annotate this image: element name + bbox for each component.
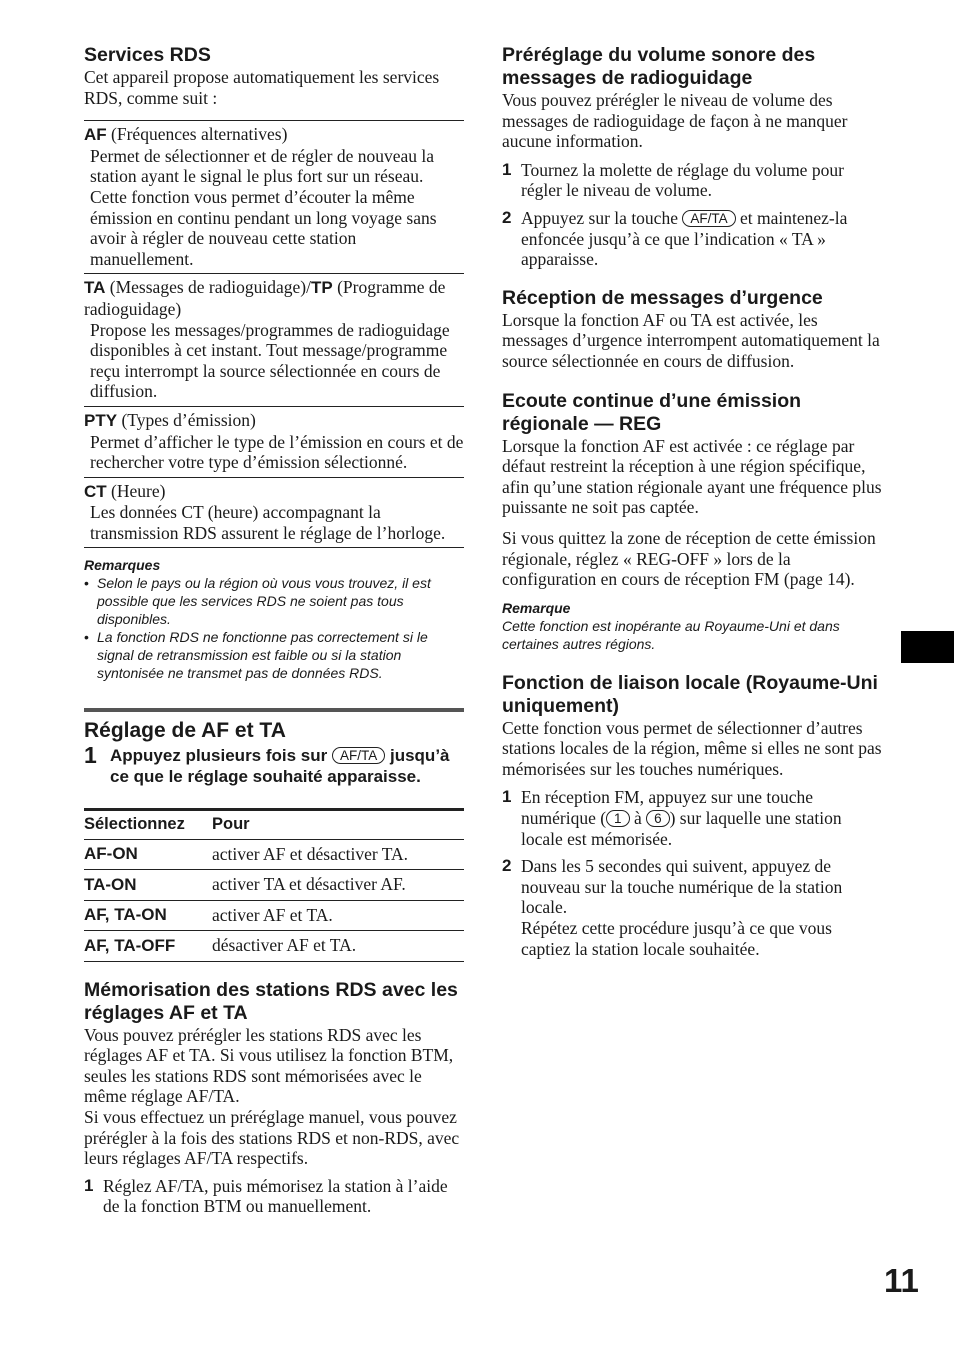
memorisation-heading: Mémorisation des stations RDS avec les réglages AF et TA [84, 978, 458, 1024]
def-ta-tp: TA (Messages de radioguidage)/TP (Programme de radioguidage) Propose les messages/programmes de radioguidage disponibles à cet instant. Tout message/programme reçu interrompt la source sélectionnée en cours de diffusion. [84, 273, 464, 406]
volume-step-2: 2 Appuyez sur la touche AF/TA et maintenez-la enfoncée jusqu’à ce que l’indication « TA » apparaisse. [502, 207, 848, 270]
number-6-button-label: 6 [646, 810, 670, 827]
term-tp: TP [310, 278, 333, 298]
desc-pty: Permet d’afficher le type de l’émission en cours et de rechercher votre type d’émission sélectionné. [90, 431, 464, 473]
reg-note-title: Remarque [502, 599, 571, 616]
reg-p2: Si vous quittez la zone de réception de cette émission régionale, réglez « REG-OFF » lors de la configuration en cours de réception FM (page 14). [502, 527, 876, 590]
services-rds-heading: Services RDS [84, 44, 211, 66]
volume-step-1: 1 Tournez la molette de réglage du volume pour régler le niveau de volume. [502, 159, 844, 201]
note-item: • Selon le pays ou la région où vous vous trouvez, il est possible que les services RDS ne soient pas tous disponibles. [84, 574, 464, 628]
reglage-heading: Réglage de AF et TA [84, 719, 286, 743]
table-header: Pour [212, 809, 464, 839]
reg-p1: Lorsque la fonction AF est activée : ce réglage par défaut restreint la réception à une région spécifique, afin qu’une station régionale ayant une fréquence plus puissante ne soit pas captée. [502, 435, 882, 518]
af-ta-button-label: AF/TA [682, 210, 735, 227]
def-pty: PTY (Types d’émission) Permet d’afficher le type de l’émission en cours et de rechercher votre type d’émission sélectionné. [84, 406, 464, 477]
memorisation-step: 1 Réglez AF/TA, puis mémorisez la station à l’aide de la fonction BTM ou manuellement. [84, 1175, 448, 1217]
memorisation-p1: Vous pouvez prérégler les stations RDS avec les réglages AF et TA. Si vous utilisez la fonction BTM, seules les stations RDS sont mémorisées avec le même réglage AF/TA. [84, 1024, 454, 1107]
left-column [84, 44, 464, 1217]
section-divider [84, 708, 464, 712]
term-pty: PTY [84, 410, 118, 430]
memorisation-p2: Si vous effectuez un préréglage manuel, vous pouvez prérégler à la fois des stations RDS et non-RDS, avec leurs réglages AF/TA respectifs. [84, 1107, 460, 1169]
desc-af: Permet de sélectionner et de régler de nouveau la station ayant le signal le plus fort sur un réseau. Cette fonction vous permet d’écouter la même émission en continu pendant un long voyage sans avoir à régler de nouveau cette station manuellement. [90, 145, 437, 269]
table-row: AF, TA-OFF désactiver AF et TA. [84, 931, 464, 962]
desc-ct: Les données CT (heure) accompagnant la transmission RDS assurent le réglage de l’horloge. [90, 502, 446, 543]
step-number: 1 [84, 742, 97, 769]
term-ta: TA [84, 278, 106, 298]
def-af: AF (Fréquences alternatives) Permet de sélectionner et de régler de nouveau la station ayant le signal le plus fort sur un réseau. Cette fonction vous permet d’écouter la même émission en continu pendant un long voyage sans avoir à régler de nouveau cette station manuellement. [84, 120, 464, 273]
reglage-step: 1 Appuyez plusieurs fois sur AF/TA jusqu’à ce que le réglage souhaité apparaisse. [84, 742, 450, 787]
table-row: AF-ON activer AF et désactiver TA. [84, 839, 464, 870]
table-row: AF, TA-ON activer AF et TA. [84, 900, 464, 931]
term-af: AF [84, 125, 107, 145]
settings-table [84, 808, 464, 962]
liaison-step-2: 2 Dans les 5 secondes qui suivent, appuyez de nouveau sur la touche numérique de la station locale. Répétez cette procédure jusqu’à ce que vous captiez la station locale souhaitée. [502, 856, 843, 959]
page-number: 11 [884, 1262, 919, 1299]
term-ct: CT [84, 481, 107, 501]
def-ct: CT (Heure) Les données CT (heure) accompagnant la transmission RDS assurent le réglage de l’horloge. [84, 477, 464, 549]
table-header: Sélectionnez [84, 809, 212, 839]
number-1-button-label: 1 [606, 810, 630, 827]
liaison-intro: Cette fonction vous permet de sélectionner d’autres stations locales de la région, même si elles ne sont pas mémorisées sur les touches numériques. [502, 717, 882, 779]
liaison-step-1: 1 En réception FM, appuyez sur une touche numérique ( 1 à 6 ) sur laquelle une station locale est mémorisée. [502, 787, 842, 849]
services-rds-intro: Cet appareil propose automatiquement les services RDS, comme suit : [84, 67, 440, 108]
chapter-tab [901, 631, 954, 663]
reg-heading: Ecoute continue d’une émission régionale — REG [502, 389, 802, 435]
reg-note: Cette fonction est inopérante au Royaume-Uni et dans certaines autres régions. [502, 617, 840, 652]
liaison-heading: Fonction de liaison locale (Royaume-Uni uniquement) [502, 671, 878, 717]
urgence-heading: Réception de messages d’urgence [502, 286, 823, 309]
volume-heading: Préréglage du volume sonore des messages de radioguidage [502, 44, 816, 89]
volume-intro: Vous pouvez prérégler le niveau de volume des messages de radioguidage de façon à ne manquer aucune information. [502, 90, 848, 152]
right-column [502, 44, 884, 959]
af-ta-button-label: AF/TA [332, 747, 385, 764]
notes-title: Remarques [84, 557, 161, 574]
desc-ta-tp: Propose les messages/programmes de radioguidage disponibles à cet instant. Tout message/programme reçu interrompt la source sélectionnée en cours de diffusion. [90, 319, 450, 402]
table-row: TA-ON activer TA et désactiver AF. [84, 870, 464, 901]
urgence-text: Lorsque la fonction AF ou TA est activée, les messages d’urgence interrompent automatiquement la source sélectionnée en cours de diffusion. [502, 309, 880, 371]
note-item: • La fonction RDS ne fonctionne pas correctement si le signal de retransmission est faible ou si la station syntonisée ne transmet pas de données RDS. [84, 628, 464, 682]
